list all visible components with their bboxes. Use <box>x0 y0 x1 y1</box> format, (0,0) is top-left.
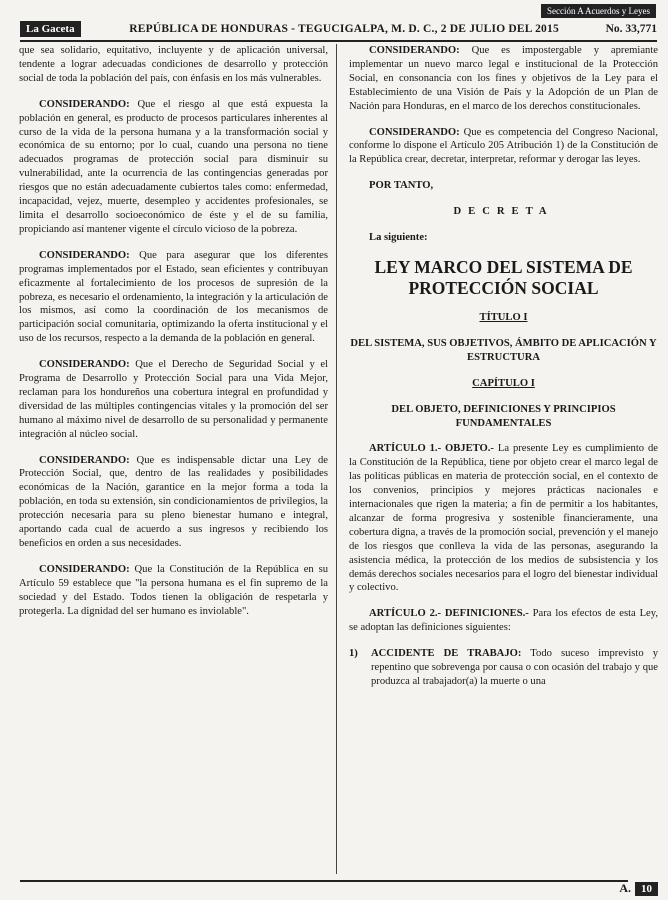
titulo-subheading: DEL SISTEMA, SUS OBJETIVOS, ÁMBITO DE APLICACIÓN Y ESTRUCTURA <box>350 337 657 363</box>
section-label: Sección A Acuerdos y Leyes <box>541 4 656 18</box>
considerando-keyword: CONSIDERANDO: <box>39 359 130 371</box>
capitulo-subheading: DEL OBJETO, DEFINICIONES Y PRINCIPIOS FUNDAMENTALES <box>391 403 616 429</box>
paragraph-text: Que el riesgo al que está expuesta la población en general, es producto de procesos particulares inherentes al curso de la vida de la persona humana y a la transformación social y económica de su entorno; por lo cual, cuando una persona no tiene adecuados programas de protección social para disminuir su vulnerabilidad, ante la ocurrencia de las contingencias generadas por riesgos que no están adecuadamente cubiertos tales como: enfermedad, incapacidad, vejez, muerte, desempleo y accidentes profesionales, se limita el desarrollo socioeconómico de éste y el de su familia, propiciando así mantener vigente el círculo vicioso de la pobreza. <box>19 98 328 235</box>
considerando-keyword: CONSIDERANDO: <box>39 454 130 466</box>
definition-term: ACCIDENTE DE TRABAJO: <box>371 648 522 660</box>
titulo-heading: TÍTULO I <box>479 311 528 323</box>
paragraph-text: Que el Derecho de Seguridad Social y el Programa de Desarrollo y Protección Social para una Vida Mejor, reclaman para los hondureños una cobertura integral en profundidad y diversidad de las múltiples contingencias vitales y la promoción del ser humano al máximo nivel de desarrollo de su personalidad y permanente integración al núcleo social. <box>19 359 328 440</box>
footer-rule <box>20 880 628 882</box>
article-1 <box>349 442 658 595</box>
article-keyword: ARTÍCULO 1.- OBJETO.- <box>369 443 494 455</box>
paragraph-text: Que es impostergable y apremiante implementar un nuevo marco legal e institucional de la Protección Social, en consonancia con los fines y objetivos de la Ley para el Establecimiento de una Visión de País y la Adopción de un Plan de Nación para Honduras, en el marco de los derechos constitucionales. <box>349 45 658 112</box>
paragraph-text: Que para asegurar que los diferentes programas implementados por el Estado, sean eficientes y contribuyan eficazmente al fortalecimiento de los procesos de supresión de la pobreza, es necesario el ordenamiento, la integración y la articulación de los mismos, así como la coordinación de los mecanismos de participación social comunitaria, optimizando la oferta institucional y el uso de los recursos, respecto a la demanda de la población en general. <box>19 249 328 345</box>
considerando-paragraph <box>19 249 328 346</box>
law-title: LEY MARCO DEL SISTEMA DE PROTECCIÓN SOCIAL <box>374 256 633 298</box>
column-divider <box>336 44 337 874</box>
left-column <box>19 44 328 631</box>
header-title: REPÚBLICA DE HONDURAS - TEGUCIGALPA, M. D. C., 2 DE JULIO DEL 2015 <box>129 23 559 35</box>
page-header <box>20 18 657 42</box>
considerando-keyword: CONSIDERANDO: <box>369 45 460 56</box>
considerando-keyword: CONSIDERANDO: <box>39 98 130 110</box>
page-number-label <box>619 881 658 896</box>
definition-number: 1) <box>349 648 358 660</box>
considerando-keyword: CONSIDERANDO: <box>39 563 130 575</box>
considerando-keyword: CONSIDERANDO: <box>39 249 130 261</box>
masthead: La Gaceta <box>20 21 81 37</box>
right-column <box>349 44 658 689</box>
article-text: La presente Ley es cumplimiento de la Constitución de la República, tiene por objeto crear el marco legal de las políticas públicas en materia de protección social, en el contexto de los convenios, principios y mejores prácticas nacionales e internacionales que rigen la materia; a fin de permitir a los habitantes, alcanzar de forma progresiva y sostenible financieramente, una cobertura digna, a través de la promoción social, prevención y el manejo de los riesgos que conlleva la vida de las personas, asegurando la asistencia médica, la protección de los medios de subsistencia y los demás derechos sociales necesarios para el logro del bienestar individual y colectivo. <box>349 443 658 594</box>
definition-item <box>349 647 658 689</box>
article-2 <box>349 607 658 635</box>
por-tanto: POR TANTO, <box>369 180 434 192</box>
considerando-paragraph <box>349 44 658 114</box>
considerando-paragraph <box>19 563 328 619</box>
definition-body <box>371 647 658 689</box>
page-number: 10 <box>635 882 658 896</box>
considerando-paragraph <box>19 98 328 237</box>
page-prefix: A. <box>619 881 631 895</box>
paragraph-text: Que es competencia del Congreso Nacional, conforme lo dispone el Artículo 205 Atribución 1) de la Constitución de la República crear, decretar, interpretar, reformar y derogar las leyes. <box>349 126 658 166</box>
definition-text: Todo suceso imprevisto y repentino que sobrevenga por causa o con ocasión del trabajo y que produzca al trabajador(a) la muerte o una <box>371 648 658 687</box>
paragraph-text: Que es indispensable dictar una Ley de Protección Social, que, dentro de las realidades y posibilidades económicas de la Nación, garantice en la mejor forma a toda la población, en toda su extensión, sin condicionamientos de privilegios, la protección necesaria para su pleno bienestar humano e integral, aportando cada cual de acuerdo a sus ingresos y recibiendo los beneficios en orden a sus necesidades. <box>19 454 328 549</box>
considerando-paragraph <box>19 454 328 551</box>
issue-number: No. 33,771 <box>605 23 657 35</box>
article-text: Para los efectos de esta Ley, se adoptan las definiciones siguientes: <box>349 608 658 634</box>
paragraph: que sea solidario, equitativo, incluyente y de aplicación universal, tendente a lograr adecuadas condiciones de desarrollo y protección social de toda la población del país, con énfasis en los más vulnerables. <box>19 45 328 84</box>
paragraph-text: Que la Constitución de la República en su Artículo 59 establece que "la persona humana es el fin supremo de la sociedad y del Estado. Todos tienen la obligación de respetarla y protegerla. La dignidad del ser humano es inviolable". <box>19 563 328 617</box>
decreta-heading: DECRETA <box>453 206 554 218</box>
la-siguiente: La siguiente: <box>369 232 428 244</box>
capitulo-heading: CAPÍTULO I <box>472 377 535 389</box>
considerando-paragraph <box>349 126 658 168</box>
considerando-keyword: CONSIDERANDO: <box>369 126 460 138</box>
article-keyword: ARTÍCULO 2.- DEFINICIONES.- <box>369 608 529 620</box>
considerando-paragraph <box>19 358 328 441</box>
